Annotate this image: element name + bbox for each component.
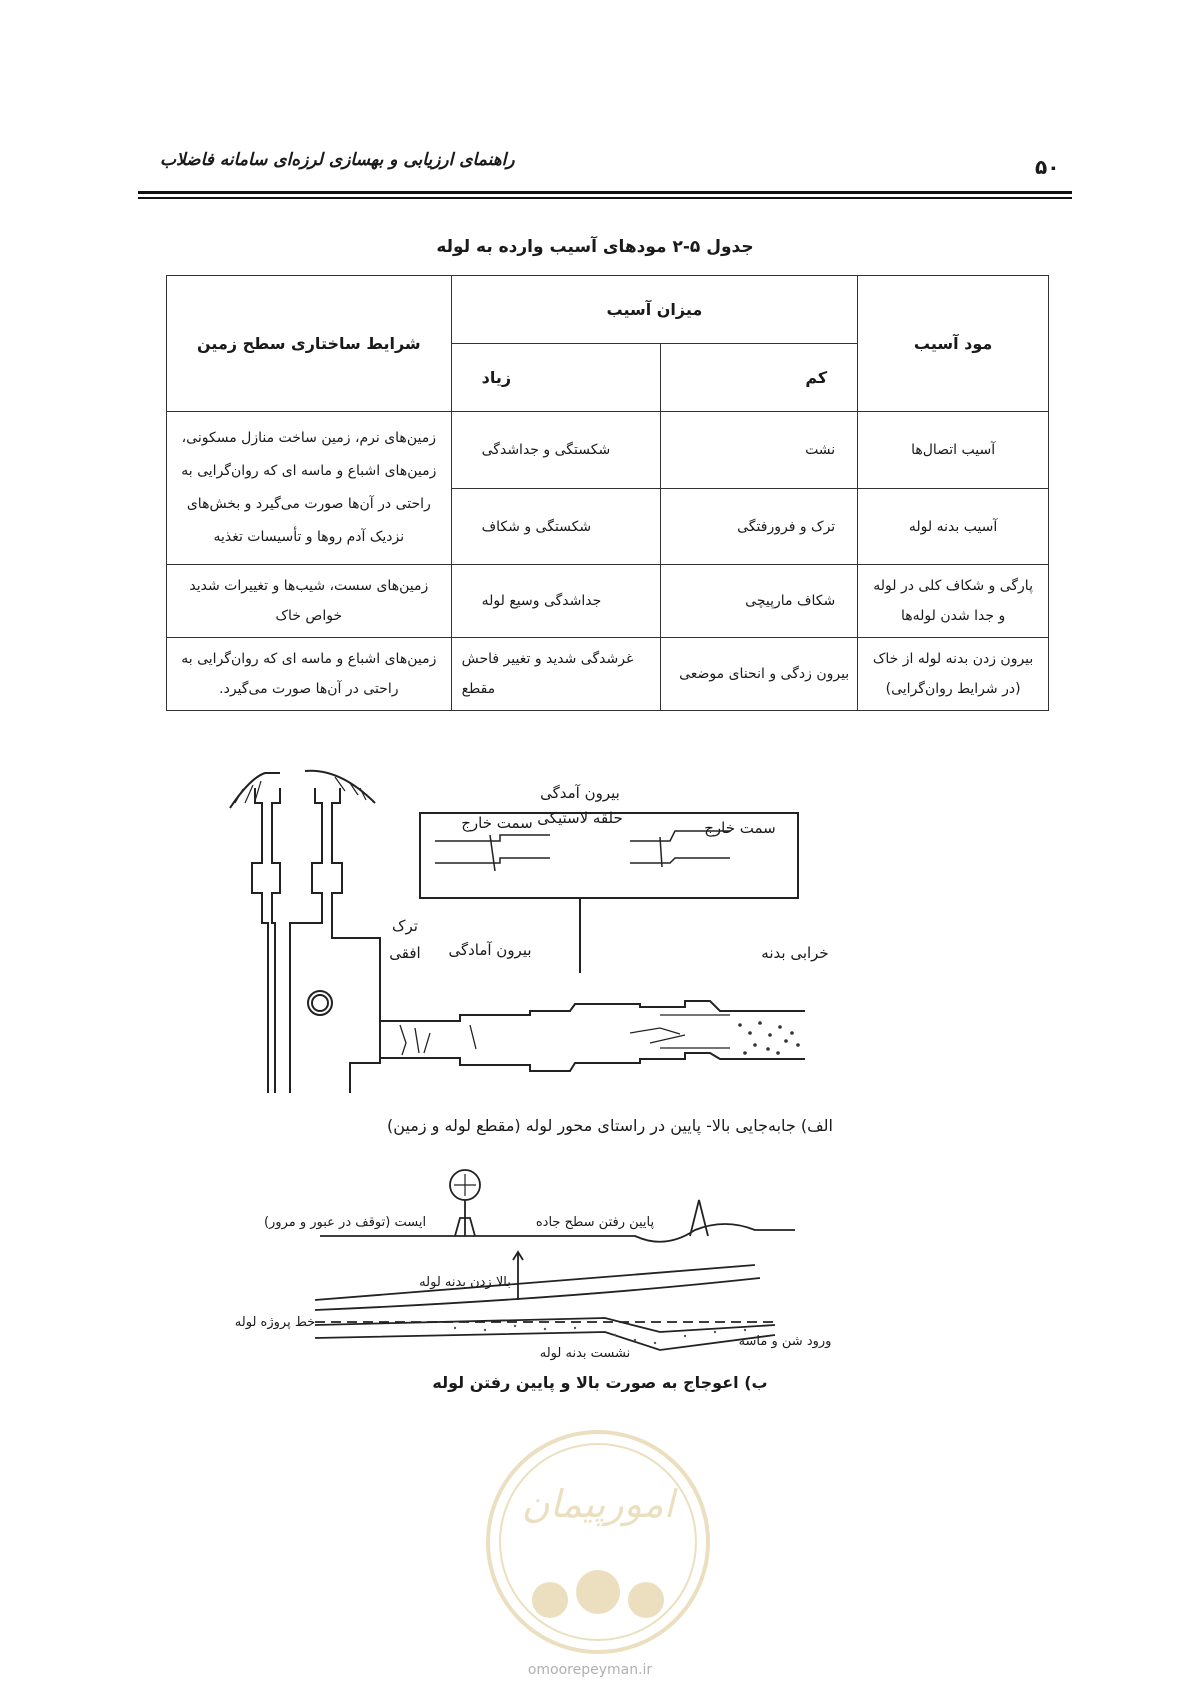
cell-mode: بیرون زدن بدنه لوله از خاک (در شرایط روان‌گرایی) — [858, 638, 1049, 711]
label-project-line: خط پروژه لوله — [234, 1315, 316, 1330]
table-row — [167, 565, 1049, 638]
cell-mode: آسیب بدنه لوله — [858, 489, 1049, 565]
cell-low: ترک و فرورفتگی — [661, 489, 858, 565]
cell-high: جداشدگی وسیع لوله — [451, 565, 661, 638]
cell-low: بیرون زدگی و انحنای موضعی — [661, 638, 858, 711]
label-horizontal: افقی — [389, 944, 421, 962]
header-rule — [138, 191, 1072, 194]
cell-ground: زمین‌های اشباع و ماسه ای که روان‌گرایی به راحتی در آن‌ها صورت می‌گیرد. — [167, 638, 452, 711]
cell-mode: پارگی و شکاف کلی در لوله و جدا شدن لوله‌ها — [858, 565, 1049, 638]
cell-low: شکاف مارپیچی — [661, 565, 858, 638]
page-number: ۵۰ — [1035, 155, 1060, 179]
label-protrusion-top: بیرون آمدگی — [540, 784, 620, 802]
table-header-row — [167, 276, 1049, 344]
label-gravel-sand: ورود شن و ماسه — [738, 1334, 832, 1349]
header-high: زیاد — [451, 344, 661, 412]
label-protrusion: بیرون آمادگی — [448, 941, 532, 959]
label-stop: ایست (توقف در عبور و مرور) — [263, 1215, 427, 1230]
table-row — [167, 412, 1049, 489]
cell-ground: زمین‌های نرم، زمین ساخت منازل مسکونی، زمین‌های اشباع و ماسه ای که روان‌گرایی به راحتی در آن‌ها صورت می‌گیرد و بخش‌های نزدیک آدم روها و تأسیسات تغذیه — [167, 412, 452, 565]
table-caption: جدول ۵-۲ مودهای آسیب وارده به لوله — [436, 237, 754, 257]
label-pipe-up: بالا زدن بدنه لوله — [419, 1275, 511, 1290]
figure-b-diagram — [234, 1160, 855, 1361]
label-road-down: پایین رفتن سطح جاده — [535, 1215, 655, 1230]
header-low: کم — [661, 344, 858, 412]
cell-ground: زمین‌های سست، شیب‌ها و تغییرات شدید خواص خاک — [167, 565, 452, 638]
figure-a-diagram — [230, 763, 910, 1093]
cell-high: شکستگی و جداشدگی — [451, 412, 661, 489]
label-body-damage: خرابی بدنه — [761, 944, 829, 962]
label-rubber-ring: حلقه لاستیکی — [537, 809, 623, 827]
cell-high: غرشدگی شدید و تغییر فاحش مقطع — [451, 638, 661, 711]
label-outer-side-left: سمت خارج — [461, 814, 533, 832]
cell-high: شکستگی و شکاف — [451, 489, 661, 565]
header-rule-thin — [138, 197, 1072, 199]
label-outer-side-right: سمت خارج — [704, 819, 776, 837]
watermark-logo — [478, 1422, 718, 1662]
label-crack: ترک — [392, 917, 418, 935]
table-row — [167, 638, 1049, 711]
damage-modes-table — [166, 275, 1049, 711]
watermark-url: omoorepeyman.ir — [527, 1662, 653, 1678]
header-ground: شرایط ساختاری سطح زمین — [167, 276, 452, 412]
label-pipe-settle: نشست بدنه لوله — [539, 1346, 631, 1361]
figure-a-caption: الف) جابه‌جایی بالا- پایین در راستای محور لوله (مقطع لوله و زمین) — [387, 1116, 833, 1135]
cell-low: نشت — [661, 412, 858, 489]
header-mode: مود آسیب — [858, 276, 1049, 412]
running-title: راهنمای ارزیابی و بهسازی لرزه‌ای سامانه فاضلاب — [160, 150, 515, 170]
cell-mode: آسیب اتصال‌ها — [858, 412, 1049, 489]
figure-b-caption: ب) اعوجاج به صورت بالا و پایین رفتن لوله — [432, 1373, 768, 1392]
watermark-text: امورپیمان — [521, 1482, 675, 1526]
header-damage-level: میزان آسیب — [451, 276, 858, 344]
